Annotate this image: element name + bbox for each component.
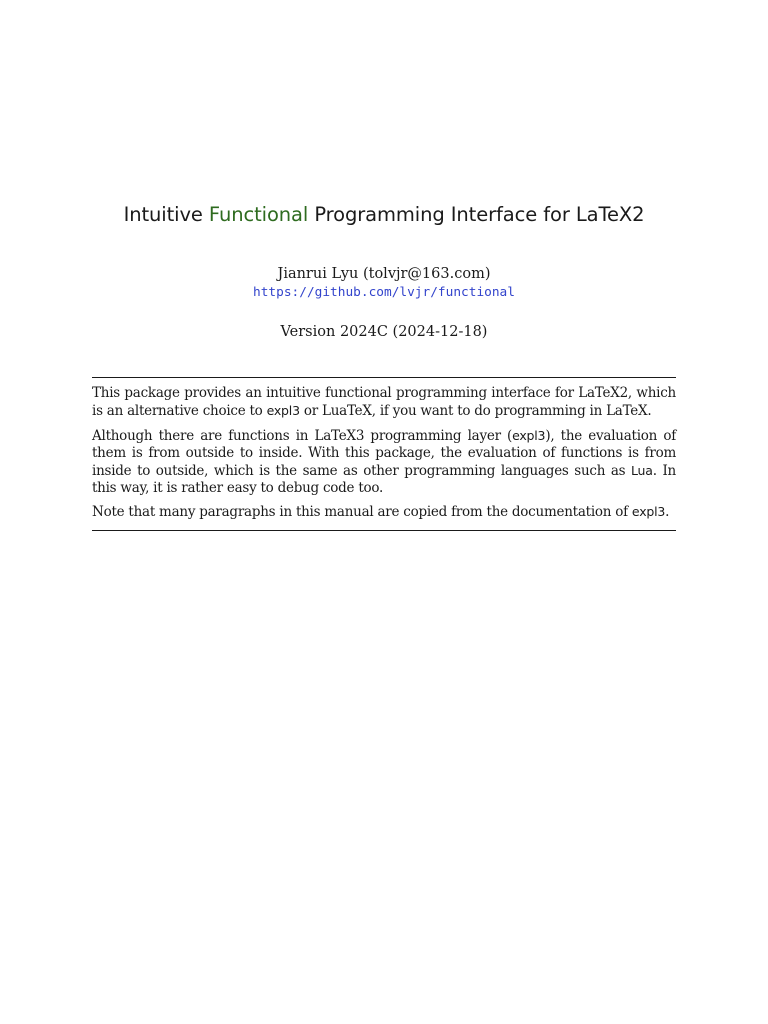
- abstract-paragraph-3: [92, 503, 676, 521]
- p1-code-expl3: expl3: [266, 403, 300, 418]
- document-title: [0, 200, 768, 230]
- p1-text-b: or LuaTeX, if you want to do programming in LaTeX.: [299, 403, 652, 419]
- author-line: Jianrui Lyu (tolvjr@163.com): [277, 266, 491, 282]
- title-part-2: Programming Interface for LaTeX2: [308, 203, 645, 226]
- p1-text-a: This package provides an intuitive functional programming interface for LaTeX2, which is an alternative choice to: [92, 385, 676, 419]
- p2-text-c: . In this way, it is rather easy to debug code too.: [92, 462, 676, 496]
- p2-text-b: ), the evaluation of them is from outside to inside. With this package, the evaluation of functions is from inside to outside, which is the same as other programming languages such as: [92, 427, 676, 479]
- p2-code-lua: Lua: [631, 462, 653, 478]
- p3-text-a: Note that many paragraphs in this manual are copied from the documentation of: [92, 504, 632, 520]
- p2-text-a: Although there are functions in LaTeX3 programming layer (: [92, 427, 513, 444]
- p2-code-expl3: expl3: [512, 427, 546, 443]
- abstract-paragraph-2: [92, 427, 676, 497]
- title-part-1: Intuitive: [123, 203, 209, 226]
- abstract-paragraph-1: [92, 385, 676, 420]
- p3-text-b: .: [665, 504, 670, 520]
- abstract-top-rule: [92, 377, 676, 378]
- p3-code-expl3: expl3: [631, 504, 666, 519]
- version-line: Version 2024C (2024-12-18): [280, 324, 488, 340]
- abstract: [92, 385, 676, 528]
- title-accent-word: Functional: [208, 203, 309, 226]
- abstract-bottom-rule: [92, 530, 676, 531]
- repository-link[interactable]: https://github.com/lvjr/functional: [253, 285, 515, 300]
